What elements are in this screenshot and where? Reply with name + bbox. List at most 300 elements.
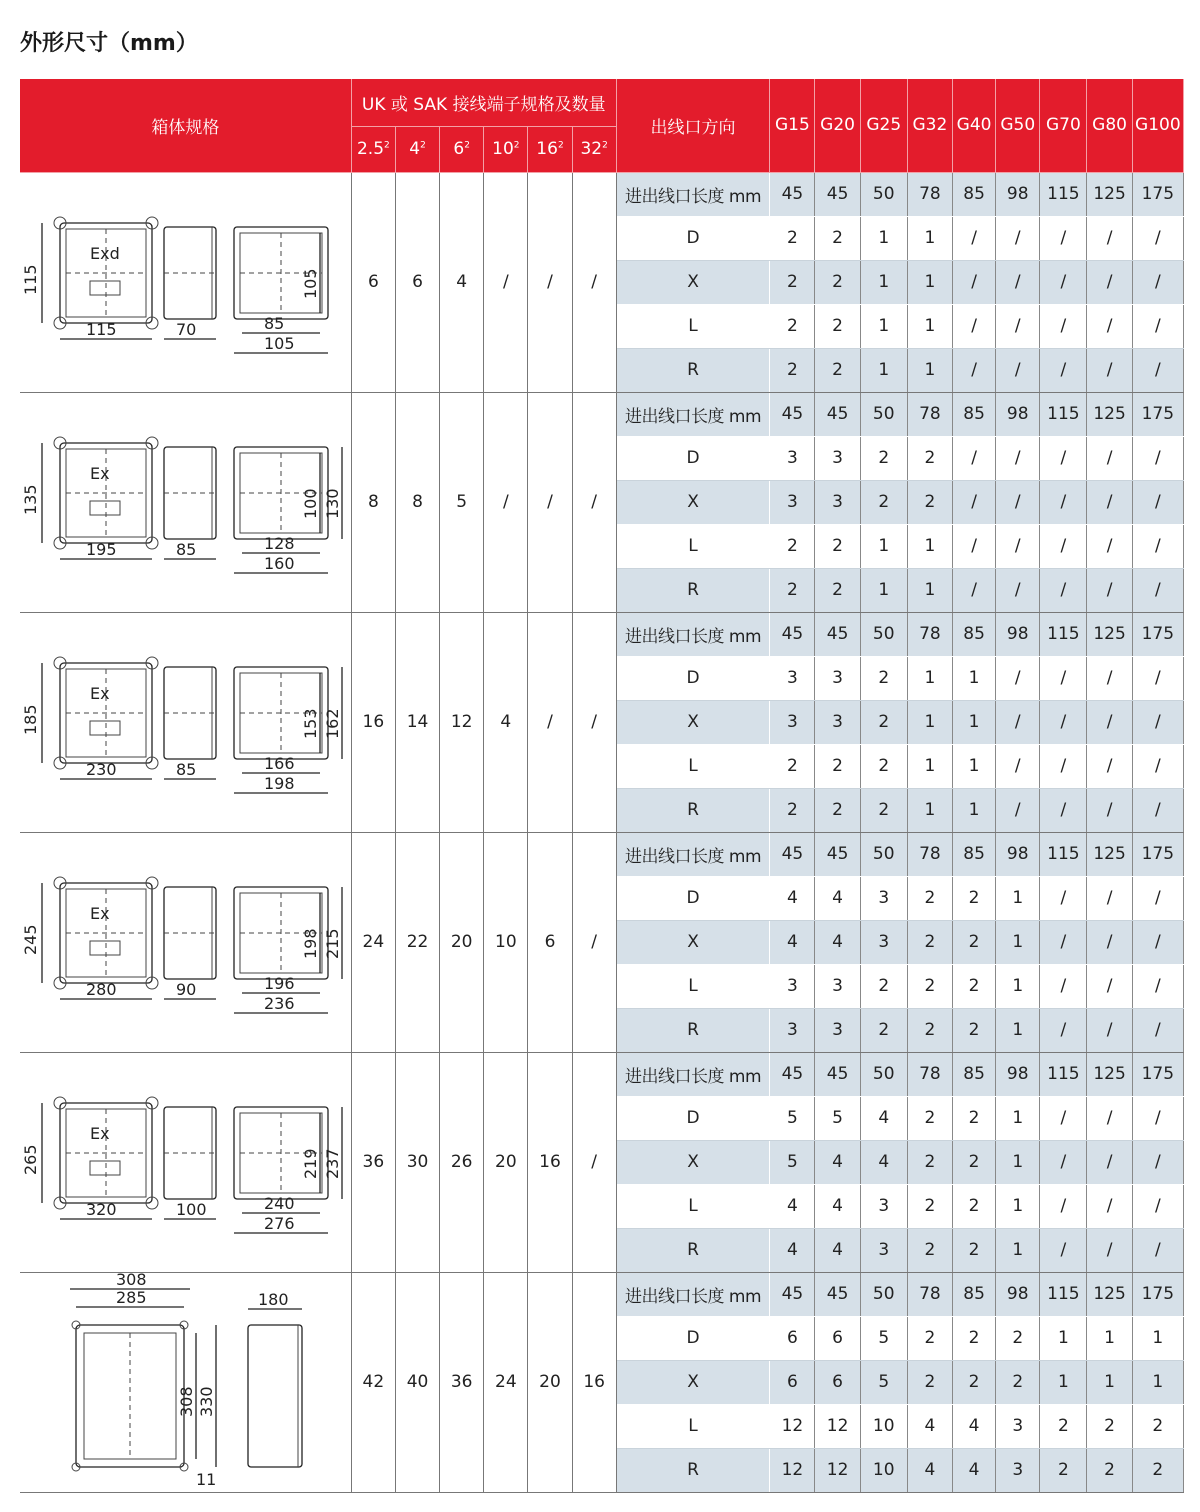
box-drawing-cell	[20, 1052, 351, 1272]
gland-count: /	[1132, 788, 1183, 832]
dimension-label: 280	[86, 980, 117, 999]
gland-count: 98	[996, 1272, 1040, 1316]
gland-count: 4	[907, 1404, 952, 1448]
gland-count: 1	[860, 304, 907, 348]
terminal-size-header: $32^2$	[572, 126, 616, 172]
dimension-label: 320	[86, 1200, 117, 1219]
gland-header: G15	[770, 79, 815, 172]
spec-table	[20, 79, 1184, 1493]
gland-count: /	[953, 524, 996, 568]
gland-count: 2	[996, 1360, 1040, 1404]
direction-cell: R	[616, 348, 770, 392]
gland-count: 45	[770, 392, 815, 436]
gland-count: 1	[1132, 1316, 1183, 1360]
gland-count: 1	[860, 216, 907, 260]
direction-cell: X	[616, 700, 770, 744]
box-drawing-cell	[20, 832, 351, 1052]
terminal-size-header: $6^2$	[440, 126, 484, 172]
gland-count: 125	[1087, 832, 1132, 876]
gland-count: /	[1132, 480, 1183, 524]
gland-count: /	[1087, 524, 1132, 568]
gland-count: /	[1040, 1184, 1087, 1228]
gland-count: 2	[770, 524, 815, 568]
direction-cell: R	[616, 1228, 770, 1272]
gland-count: 45	[770, 1052, 815, 1096]
gland-count: 2	[770, 744, 815, 788]
gland-count: 1	[907, 260, 952, 304]
gland-count: /	[996, 436, 1040, 480]
gland-count: 4	[953, 1448, 996, 1492]
gland-count: 115	[1040, 392, 1087, 436]
gland-header: G50	[996, 79, 1040, 172]
gland-count: 2	[953, 876, 996, 920]
dimension-label: 162	[323, 708, 343, 739]
gland-count: 4	[907, 1448, 952, 1492]
box-drawing-cell	[20, 172, 351, 392]
gland-count: 5	[770, 1096, 815, 1140]
gland-count: 50	[860, 1052, 907, 1096]
gland-count: 1	[860, 348, 907, 392]
gland-count: /	[1087, 744, 1132, 788]
gland-count: 98	[996, 392, 1040, 436]
gland-count: 45	[815, 392, 860, 436]
gland-count: 4	[860, 1096, 907, 1140]
direction-cell: D	[616, 216, 770, 260]
gland-count: 1	[907, 788, 952, 832]
gland-count: 2	[860, 1008, 907, 1052]
box-dimension-drawing	[20, 393, 350, 611]
gland-count: 3	[770, 656, 815, 700]
gland-count: /	[1040, 436, 1087, 480]
dimension-label: 115	[21, 264, 41, 295]
gland-header: G100	[1132, 79, 1183, 172]
gland-count: /	[953, 436, 996, 480]
terminal-count: 4	[484, 612, 528, 832]
direction-cell: L	[616, 964, 770, 1008]
gland-count: 45	[815, 1052, 860, 1096]
table-row	[20, 832, 1184, 876]
gland-count: 85	[953, 832, 996, 876]
gland-count: 2	[907, 964, 952, 1008]
dimension-label: 236	[264, 994, 295, 1013]
gland-count: /	[1132, 524, 1183, 568]
gland-count: /	[1040, 876, 1087, 920]
dimension-label: 285	[116, 1288, 147, 1307]
gland-count: /	[1087, 260, 1132, 304]
direction-cell: 进出线口长度 mm	[616, 612, 770, 656]
gland-count: /	[1040, 1008, 1087, 1052]
gland-count: 115	[1040, 172, 1087, 216]
gland-count: 1	[860, 260, 907, 304]
gland-count: /	[1087, 348, 1132, 392]
gland-count: /	[1040, 920, 1087, 964]
ex-mark: Ex	[90, 464, 110, 483]
dimension-label: 330	[197, 1386, 217, 1417]
terminal-count: /	[528, 392, 572, 612]
dimension-label: 11	[196, 1470, 217, 1489]
gland-count: /	[953, 568, 996, 612]
dimension-label: 100	[176, 1200, 207, 1219]
gland-count: 4	[815, 1140, 860, 1184]
terminal-count: 8	[351, 392, 395, 612]
gland-count: 2	[907, 1096, 952, 1140]
gland-count: 2	[953, 1008, 996, 1052]
gland-count: 3	[815, 1008, 860, 1052]
dimension-label: 105	[264, 334, 295, 353]
terminal-count: /	[572, 612, 616, 832]
gland-count: 50	[860, 392, 907, 436]
terminal-count: 16	[528, 1052, 572, 1272]
gland-count: /	[953, 260, 996, 304]
gland-count: /	[1040, 480, 1087, 524]
terminal-count: 20	[440, 832, 484, 1052]
gland-count: 1	[953, 700, 996, 744]
gland-count: 2	[953, 1140, 996, 1184]
gland-count: /	[1087, 304, 1132, 348]
gland-count: 2	[1132, 1404, 1183, 1448]
gland-count: /	[953, 216, 996, 260]
direction-cell: 进出线口长度 mm	[616, 1272, 770, 1316]
gland-count: 2	[860, 700, 907, 744]
gland-count: 1	[1040, 1360, 1087, 1404]
dimension-label: 219	[301, 1148, 321, 1179]
gland-count: 1	[860, 568, 907, 612]
gland-count: /	[953, 348, 996, 392]
gland-count: 175	[1132, 392, 1183, 436]
gland-count: 3	[815, 480, 860, 524]
gland-count: 50	[860, 832, 907, 876]
terminal-count: 14	[395, 612, 439, 832]
gland-count: /	[996, 216, 1040, 260]
terminal-count: 8	[395, 392, 439, 612]
gland-count: /	[1040, 788, 1087, 832]
gland-count: /	[953, 304, 996, 348]
gland-count: 2	[907, 1008, 952, 1052]
terminal-count: 6	[528, 832, 572, 1052]
dimension-label: 308	[116, 1273, 147, 1289]
gland-count: 5	[770, 1140, 815, 1184]
gland-count: 3	[996, 1404, 1040, 1448]
gland-header: G20	[815, 79, 860, 172]
gland-count: 3	[815, 656, 860, 700]
gland-count: 2	[907, 1184, 952, 1228]
gland-count: 3	[770, 1008, 815, 1052]
dimension-label: 85	[176, 760, 197, 779]
box-dimension-drawing	[20, 1273, 350, 1491]
gland-count: 5	[815, 1096, 860, 1140]
direction-cell: X	[616, 260, 770, 304]
gland-count: 2	[860, 964, 907, 1008]
terminal-count: 24	[484, 1272, 528, 1492]
terminal-count: 20	[484, 1052, 528, 1272]
gland-count: 85	[953, 172, 996, 216]
gland-count: 3	[860, 876, 907, 920]
direction-cell: L	[616, 1184, 770, 1228]
gland-count: /	[1132, 964, 1183, 1008]
gland-count: 3	[770, 700, 815, 744]
gland-count: 2	[953, 1316, 996, 1360]
table-row	[20, 172, 1184, 216]
terminal-count: 22	[395, 832, 439, 1052]
direction-cell: D	[616, 1096, 770, 1140]
gland-count: /	[1040, 1140, 1087, 1184]
gland-count: /	[996, 656, 1040, 700]
gland-count: 45	[770, 612, 815, 656]
terminal-count: 6	[395, 172, 439, 392]
gland-count: /	[1040, 260, 1087, 304]
gland-count: /	[1087, 436, 1132, 480]
dimension-label: 240	[264, 1194, 295, 1213]
gland-count: /	[1040, 1228, 1087, 1272]
dimension-label: 230	[86, 760, 117, 779]
gland-count: 2	[770, 304, 815, 348]
terminal-count: 20	[528, 1272, 572, 1492]
gland-count: 78	[907, 612, 952, 656]
gland-count: 1	[907, 524, 952, 568]
terminal-size-header: $4^2$	[395, 126, 439, 172]
gland-count: 4	[860, 1140, 907, 1184]
gland-count: 1	[953, 656, 996, 700]
gland-count: /	[1132, 1228, 1183, 1272]
gland-count: /	[1040, 744, 1087, 788]
dimension-label: 215	[323, 928, 343, 959]
gland-count: 85	[953, 612, 996, 656]
ex-mark: Ex	[90, 1124, 110, 1143]
box-drawing-cell	[20, 1272, 351, 1492]
gland-count: 3	[815, 436, 860, 480]
gland-count: 1	[996, 1184, 1040, 1228]
gland-count: /	[1087, 1096, 1132, 1140]
gland-count: 125	[1087, 392, 1132, 436]
gland-count: 2	[1040, 1448, 1087, 1492]
gland-count: 45	[770, 172, 815, 216]
direction-cell: X	[616, 920, 770, 964]
gland-count: 6	[770, 1360, 815, 1404]
terminal-count: /	[484, 172, 528, 392]
direction-cell: X	[616, 1360, 770, 1404]
direction-cell: R	[616, 1008, 770, 1052]
dimension-label: 308	[177, 1386, 197, 1417]
box-dimension-drawing	[20, 1053, 350, 1271]
gland-count: 115	[1040, 1272, 1087, 1316]
gland-count: 2	[1040, 1404, 1087, 1448]
gland-count: 1	[860, 524, 907, 568]
gland-count: 1	[1087, 1360, 1132, 1404]
gland-count: 2	[907, 1228, 952, 1272]
dimension-label: 100	[301, 488, 321, 519]
dimension-label: 180	[258, 1290, 289, 1309]
direction-cell: 进出线口长度 mm	[616, 392, 770, 436]
gland-count: 1	[996, 920, 1040, 964]
gland-count: 12	[770, 1448, 815, 1492]
gland-count: 2	[953, 964, 996, 1008]
gland-count: /	[1040, 700, 1087, 744]
terminal-count: 26	[440, 1052, 484, 1272]
gland-count: 12	[815, 1448, 860, 1492]
gland-count: /	[1132, 1184, 1183, 1228]
table-row	[20, 392, 1184, 436]
gland-count: 4	[815, 1228, 860, 1272]
dimension-label: 195	[86, 540, 117, 559]
direction-cell: L	[616, 1404, 770, 1448]
dimension-label: 185	[21, 704, 41, 735]
gland-count: /	[1132, 656, 1183, 700]
gland-header: G70	[1040, 79, 1087, 172]
gland-count: 115	[1040, 612, 1087, 656]
gland-count: /	[996, 744, 1040, 788]
gland-count: 98	[996, 612, 1040, 656]
gland-count: 5	[860, 1360, 907, 1404]
gland-count: 2	[860, 744, 907, 788]
dimension-label: 90	[176, 980, 197, 999]
terminal-size-header: $16^2$	[528, 126, 572, 172]
gland-count: /	[1132, 920, 1183, 964]
dimension-label: 166	[264, 754, 295, 773]
gland-count: 12	[770, 1404, 815, 1448]
gland-count: 3	[860, 1228, 907, 1272]
gland-count: 50	[860, 612, 907, 656]
gland-count: 85	[953, 392, 996, 436]
gland-count: 6	[815, 1316, 860, 1360]
gland-count: 1	[996, 876, 1040, 920]
gland-count: /	[1132, 304, 1183, 348]
gland-header: G32	[907, 79, 952, 172]
gland-count: 1	[907, 304, 952, 348]
gland-count: 4	[770, 920, 815, 964]
dimension-label: 130	[323, 488, 343, 519]
gland-count: /	[1087, 1008, 1132, 1052]
gland-count: 2	[1087, 1404, 1132, 1448]
dimension-label: 276	[264, 1214, 295, 1233]
gland-count: 2	[815, 788, 860, 832]
gland-count: /	[1087, 568, 1132, 612]
gland-count: 45	[815, 172, 860, 216]
gland-count: 3	[860, 920, 907, 964]
gland-count: /	[1087, 964, 1132, 1008]
gland-count: 2	[770, 260, 815, 304]
gland-count: 3	[770, 480, 815, 524]
gland-count: /	[1087, 876, 1132, 920]
dimension-label: 196	[264, 974, 295, 993]
gland-count: /	[1087, 700, 1132, 744]
gland-count: /	[1132, 876, 1183, 920]
gland-count: 2	[907, 876, 952, 920]
dimension-label: 245	[21, 924, 41, 955]
gland-count: /	[1087, 788, 1132, 832]
gland-count: 1	[996, 1228, 1040, 1272]
gland-count: 115	[1040, 832, 1087, 876]
gland-count: /	[996, 304, 1040, 348]
dimension-label: 85	[264, 314, 285, 333]
box-dimension-drawing	[20, 833, 350, 1051]
gland-count: 2	[815, 304, 860, 348]
gland-count: 45	[815, 832, 860, 876]
direction-cell: D	[616, 876, 770, 920]
direction-cell: R	[616, 568, 770, 612]
gland-count: 2	[953, 1096, 996, 1140]
terminal-count: /	[572, 172, 616, 392]
box-spec-header: 箱体规格	[20, 79, 351, 172]
gland-count: 3	[770, 436, 815, 480]
gland-count: /	[1132, 436, 1183, 480]
gland-count: 175	[1132, 1052, 1183, 1096]
dimension-label: 237	[323, 1148, 343, 1179]
table-row	[20, 1272, 1184, 1316]
gland-count: 78	[907, 172, 952, 216]
gland-count: /	[1132, 568, 1183, 612]
ex-mark: Exd	[90, 244, 121, 263]
direction-cell: L	[616, 744, 770, 788]
direction-cell: 进出线口长度 mm	[616, 172, 770, 216]
terminal-count: 12	[440, 612, 484, 832]
gland-count: /	[1040, 348, 1087, 392]
gland-header: G25	[860, 79, 907, 172]
gland-count: /	[1132, 216, 1183, 260]
gland-count: 2	[907, 436, 952, 480]
terminal-count: 24	[351, 832, 395, 1052]
gland-count: 2	[907, 1360, 952, 1404]
gland-count: 175	[1132, 832, 1183, 876]
terminal-group-header: UK 或 SAK 接线端子规格及数量	[351, 79, 616, 126]
gland-count: 1	[953, 744, 996, 788]
terminal-count: 30	[395, 1052, 439, 1272]
gland-count: 2	[770, 568, 815, 612]
terminal-count: 40	[395, 1272, 439, 1492]
gland-count: 45	[770, 1272, 815, 1316]
gland-count: /	[1040, 656, 1087, 700]
gland-count: 2	[907, 1316, 952, 1360]
gland-count: 2	[770, 788, 815, 832]
gland-count: 1	[907, 568, 952, 612]
gland-count: /	[1087, 1184, 1132, 1228]
gland-count: 4	[770, 1184, 815, 1228]
gland-count: 1	[1040, 1316, 1087, 1360]
gland-count: 2	[815, 744, 860, 788]
gland-count: /	[1040, 964, 1087, 1008]
terminal-count: /	[528, 172, 572, 392]
gland-count: /	[1040, 216, 1087, 260]
gland-count: 2	[953, 1184, 996, 1228]
dimension-label: 128	[264, 534, 295, 553]
gland-count: /	[1040, 524, 1087, 568]
gland-count: /	[996, 788, 1040, 832]
terminal-count: 16	[351, 612, 395, 832]
direction-cell: X	[616, 1140, 770, 1184]
gland-count: /	[996, 260, 1040, 304]
terminal-count: 6	[351, 172, 395, 392]
gland-count: 2	[860, 788, 907, 832]
gland-count: 2	[953, 920, 996, 964]
page-title: 外形尺寸（mm）	[20, 31, 198, 56]
dimension-label: 160	[264, 554, 295, 573]
direction-header: 出线口方向	[616, 79, 770, 172]
gland-count: /	[1132, 348, 1183, 392]
box-dimension-drawing	[20, 613, 350, 831]
box-drawing-cell	[20, 612, 351, 832]
gland-count: 78	[907, 1052, 952, 1096]
gland-count: 2	[953, 1360, 996, 1404]
dimension-label: 105	[301, 268, 321, 299]
gland-count: 78	[907, 832, 952, 876]
gland-count: 1	[907, 348, 952, 392]
gland-count: 2	[815, 216, 860, 260]
gland-count: /	[996, 348, 1040, 392]
terminal-count: 42	[351, 1272, 395, 1492]
gland-count: 2	[815, 260, 860, 304]
gland-count: /	[1087, 1228, 1132, 1272]
gland-count: 1	[907, 216, 952, 260]
dimension-label: 85	[176, 540, 197, 559]
